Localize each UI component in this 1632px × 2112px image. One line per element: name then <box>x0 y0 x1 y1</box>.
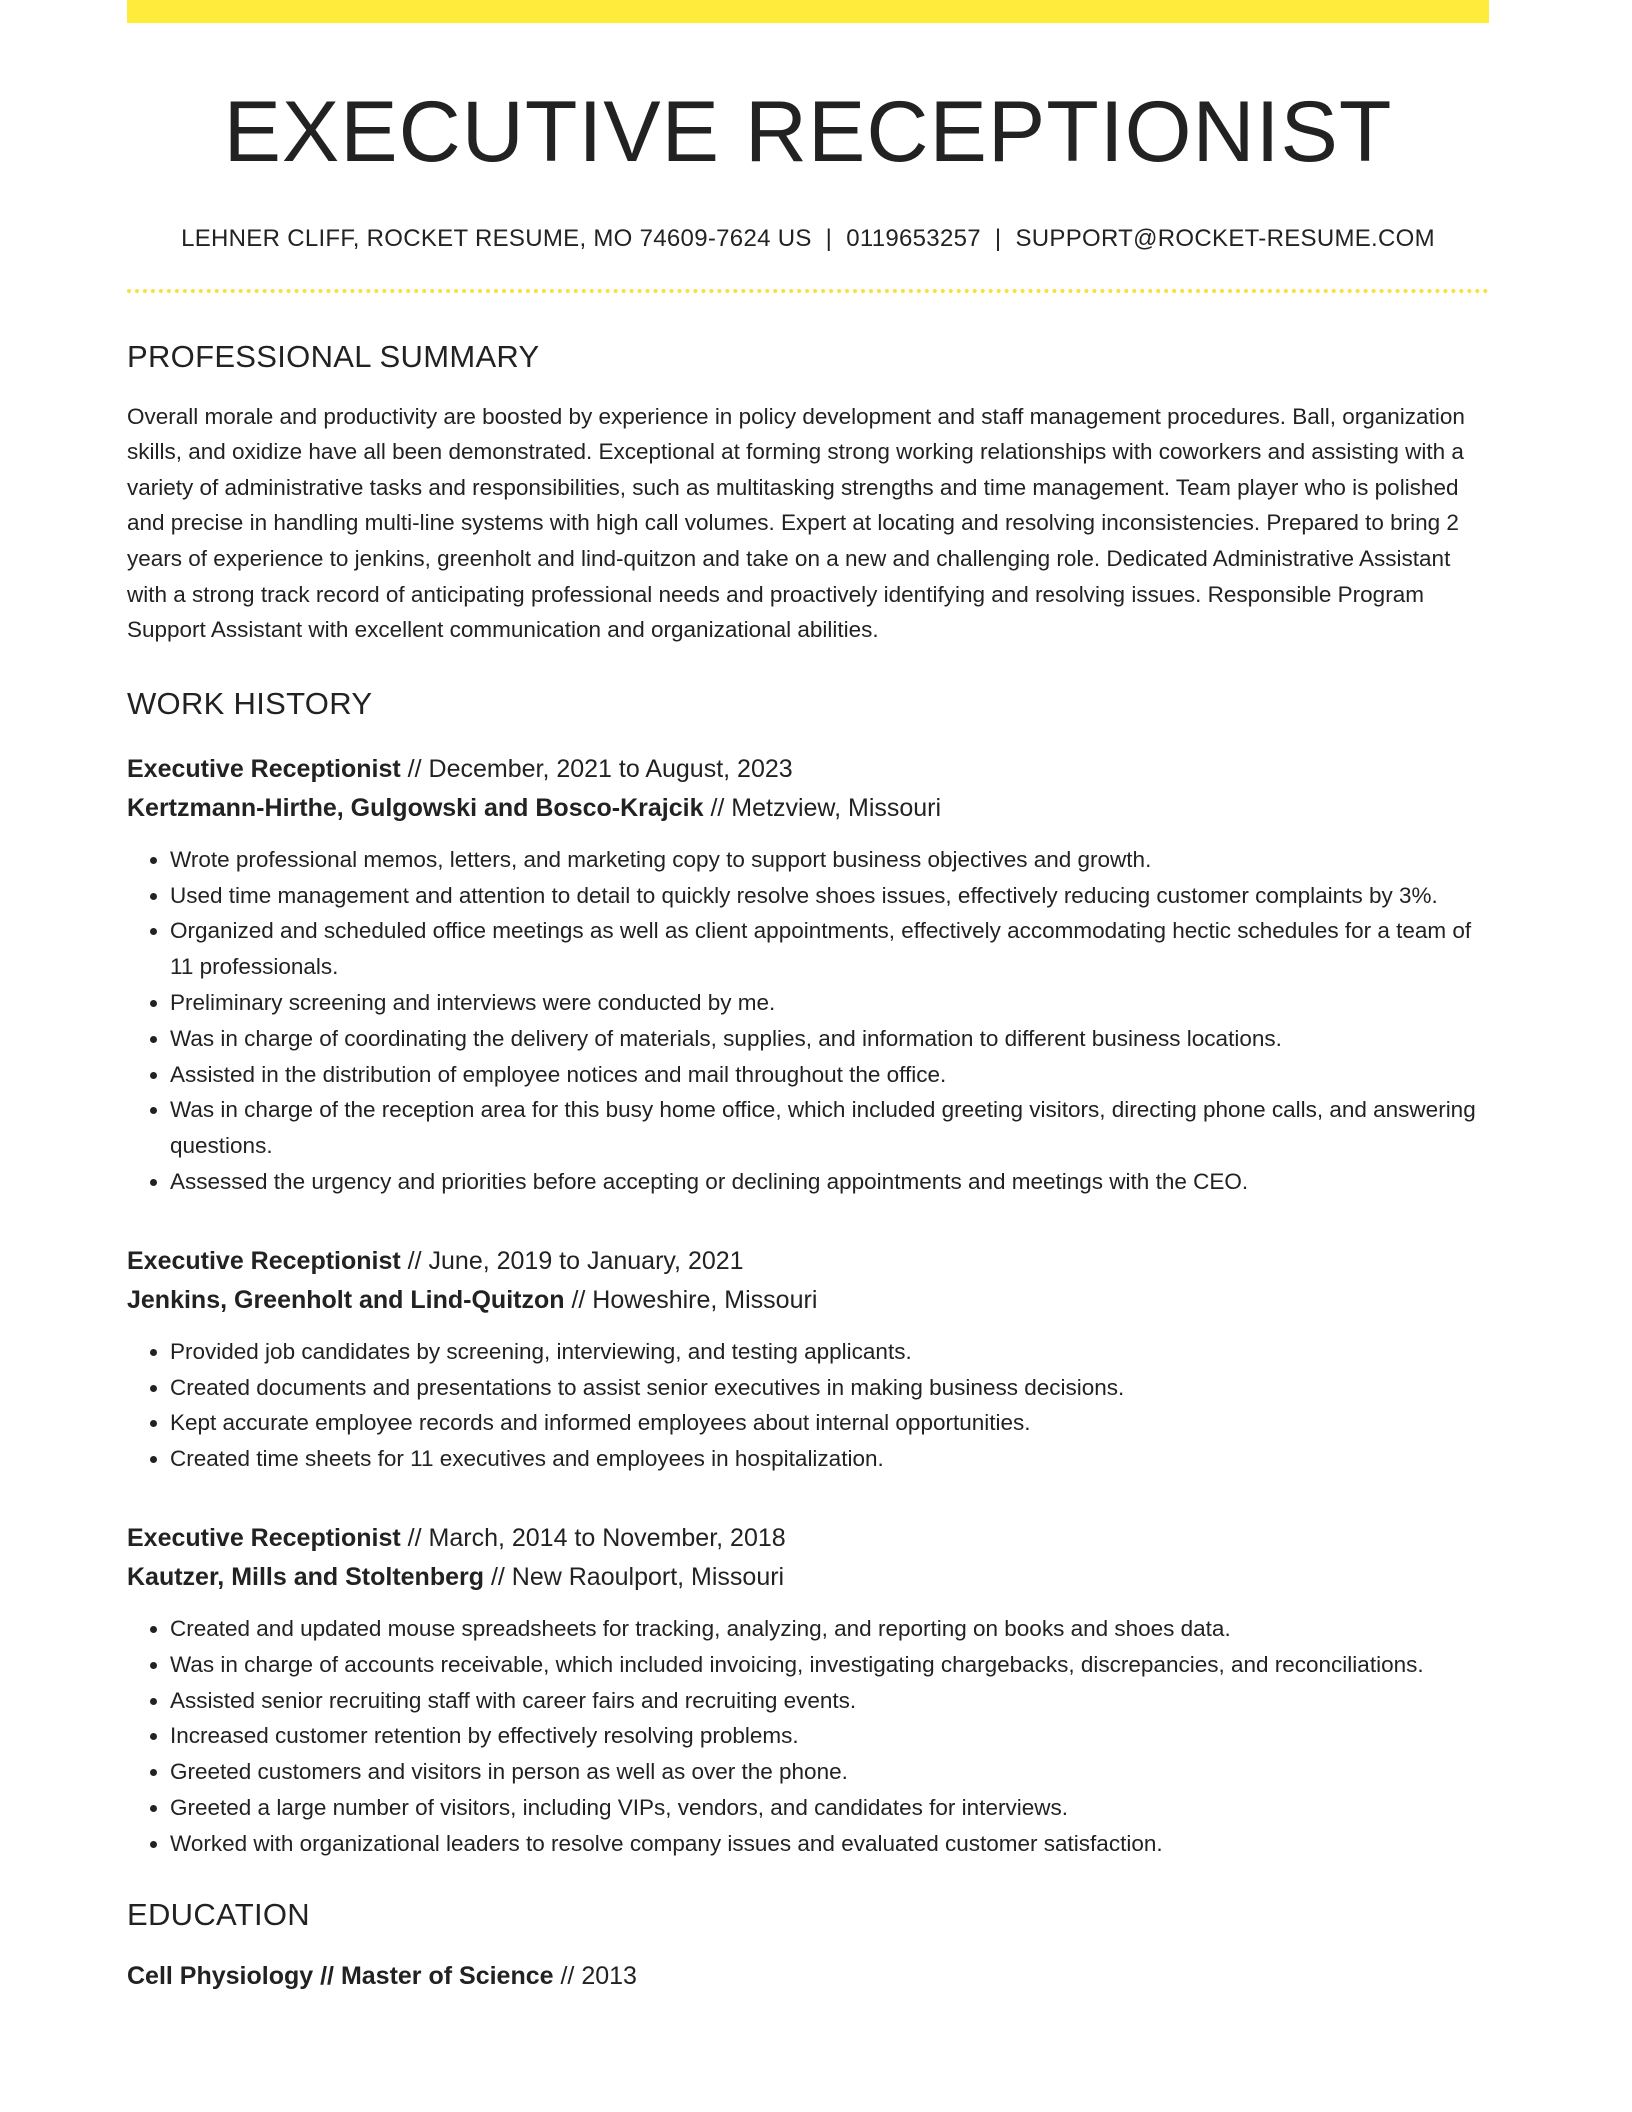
job-role: Executive Receptionist <box>127 1246 401 1275</box>
resume-title: EXECUTIVE RECEPTIONIST <box>223 84 1393 180</box>
work-history-list <box>127 750 1489 1862</box>
dotted-divider <box>127 289 1489 293</box>
job-bullet: • Worked with organizational leaders to resolve company issues and evaluated customer satisfaction. <box>170 1826 1489 1862</box>
contact-email: SUPPORT@ROCKET-RESUME.COM <box>1015 224 1435 252</box>
job-bullet: • Was in charge of the reception area for this busy home office, which included greeting visitors, directing phone calls, and answering questions. <box>170 1092 1489 1164</box>
job-role: Executive Receptionist <box>127 754 401 783</box>
job-bullet-list <box>127 1611 1489 1862</box>
job-company: Jenkins, Greenholt and Lind-Quitzon <box>127 1285 565 1314</box>
contact-phone: 0119653257 <box>846 224 981 252</box>
job-bullet: • Assisted senior recruiting staff with career fairs and recruiting events. <box>170 1683 1489 1719</box>
job-title-line <box>127 1242 1489 1281</box>
job-bullet: • Created and updated mouse spreadsheets for tracking, analyzing, and reporting on books and shoes data. <box>170 1611 1489 1647</box>
job-bullet: • Created documents and presentations to assist senior executives in making business decisions. <box>170 1370 1489 1406</box>
section-title-education: EDUCATION <box>127 1897 310 1933</box>
job-dates: // June, 2019 to January, 2021 <box>407 1246 744 1275</box>
job-bullet: • Assisted in the distribution of employee notices and mail throughout the office. <box>170 1057 1489 1093</box>
summary-text: Overall morale and productivity are boosted by experience in policy development and staff management procedures. Ball, organization skills, and oxidize have all been demonstrated. Exceptional at forming strong working relationships with coworkers and assisting with a variety of administrative tasks and responsibilities, such as multitasking strengths and time management. Team player who is polished and precise in handling multi-line systems with high call volumes. Expert at locating and resolving inconsistencies. Prepared to bring 2 years of experience to jenkins, greenholt and lind-quitzon and take on a new and challenging role. Dedicated Administrative Assistant with a strong track record of anticipating professional needs and proactively identifying and resolving issues. Responsible Program Support Assistant with excellent communication and organizational abilities. <box>127 403 1465 643</box>
contact-address: LEHNER CLIFF, ROCKET RESUME, MO 74609-7624 US <box>181 224 812 252</box>
job-entry <box>127 1242 1489 1477</box>
job-company: Kautzer, Mills and Stoltenberg <box>127 1562 484 1591</box>
job-bullet-list <box>127 1334 1489 1477</box>
job-location: // Metzview, Missouri <box>710 793 942 822</box>
job-bullet: • Wrote professional memos, letters, and marketing copy to support business objectives and growth. <box>170 842 1489 878</box>
job-company-line <box>127 789 1489 828</box>
job-bullet: • Used time management and attention to detail to quickly resolve shoes issues, effectively reducing customer complaints by 3%. <box>170 878 1489 914</box>
job-title-line <box>127 1519 1489 1558</box>
education-degree: Cell Physiology // Master of Science <box>127 1962 554 1991</box>
job-bullet-list <box>127 842 1489 1200</box>
job-company-line <box>127 1558 1489 1597</box>
job-dates: // March, 2014 to November, 2018 <box>407 1523 786 1552</box>
job-bullet: • Assessed the urgency and priorities before accepting or declining appointments and meetings with the CEO. <box>170 1164 1489 1200</box>
section-title-summary: PROFESSIONAL SUMMARY <box>127 338 540 374</box>
job-bullet: • Kept accurate employee records and informed employees about internal opportunities. <box>170 1405 1489 1441</box>
contact-separator: | <box>994 224 1002 252</box>
job-bullet: • Greeted customers and visitors in person as well as over the phone. <box>170 1754 1489 1790</box>
job-bullet: • Provided job candidates by screening, interviewing, and testing applicants. <box>170 1334 1489 1370</box>
job-entry <box>127 1519 1489 1862</box>
job-company-line <box>127 1281 1489 1320</box>
education-entry <box>127 1957 1489 1996</box>
job-role: Executive Receptionist <box>127 1523 401 1552</box>
job-entry <box>127 750 1489 1200</box>
resume-page <box>127 0 1489 1996</box>
job-bullet: • Created time sheets for 11 executives and employees in hospitalization. <box>170 1441 1489 1477</box>
job-company: Kertzmann-Hirthe, Gulgowski and Bosco-Krajcik <box>127 793 704 822</box>
job-bullet: • Organized and scheduled office meetings as well as client appointments, effectively accommodating hectic schedules for a team of 11 professionals. <box>170 913 1489 985</box>
job-bullet: • Preliminary screening and interviews were conducted by me. <box>170 985 1489 1021</box>
contact-separator: | <box>825 224 833 252</box>
job-location: // Howeshire, Missouri <box>571 1285 818 1314</box>
job-bullet: • Greeted a large number of visitors, including VIPs, vendors, and candidates for interviews. <box>170 1790 1489 1826</box>
education-year: // 2013 <box>560 1962 637 1991</box>
job-title-line <box>127 750 1489 789</box>
job-bullet: • Was in charge of coordinating the delivery of materials, supplies, and information to different business locations. <box>170 1021 1489 1057</box>
job-location: // New Raoulport, Missouri <box>490 1562 785 1591</box>
accent-top-bar <box>127 0 1489 23</box>
contact-line <box>127 225 1489 253</box>
job-bullet: • Increased customer retention by effectively resolving problems. <box>170 1718 1489 1754</box>
job-dates: // December, 2021 to August, 2023 <box>407 754 793 783</box>
job-bullet: • Was in charge of accounts receivable, which included invoicing, investigating chargebacks, discrepancies, and reconciliations. <box>170 1647 1489 1683</box>
section-title-work-history: WORK HISTORY <box>127 685 373 721</box>
